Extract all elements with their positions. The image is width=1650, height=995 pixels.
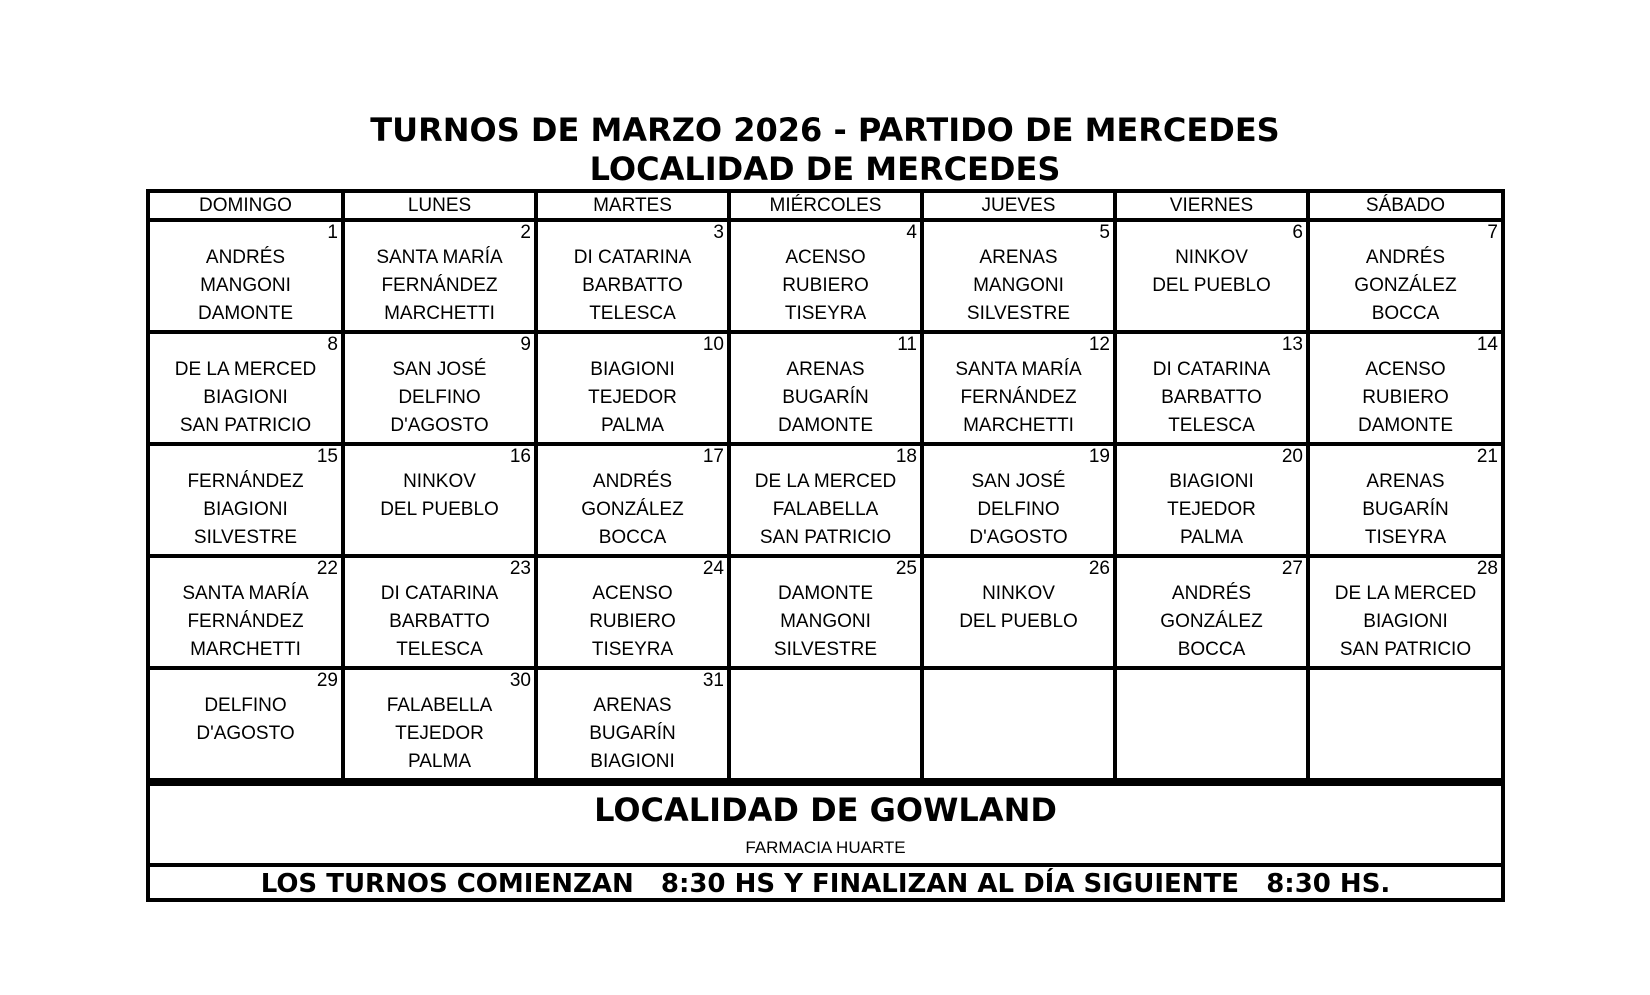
pharmacy-name: RUBIERO <box>782 275 869 296</box>
week-row <box>150 556 1501 668</box>
day-cell <box>729 220 922 332</box>
pharmacy-name: TEJEDOR <box>395 723 484 744</box>
pharmacy-name: SAN JOSÉ <box>971 471 1066 492</box>
week-row <box>150 444 1501 556</box>
day-number: 19 <box>1088 446 1110 467</box>
pharmacy-name: D'AGOSTO <box>196 723 295 744</box>
day-cell <box>922 556 1115 668</box>
pharmacy-name: MARCHETTI <box>384 303 495 324</box>
day-number: 30 <box>509 670 531 691</box>
pharmacy-name: TISEYRA <box>1364 527 1447 548</box>
schedule-sheet <box>146 189 1505 902</box>
pharmacy-name: SILVESTRE <box>193 527 298 548</box>
day-number: 14 <box>1476 334 1498 355</box>
day-cell <box>150 556 343 668</box>
pharmacy-name: TISEYRA <box>784 303 867 324</box>
day-number: 5 <box>1099 222 1110 243</box>
day-number: 4 <box>906 222 917 243</box>
day-number: 15 <box>316 446 338 467</box>
pharmacy-name: DELFINO <box>977 499 1060 520</box>
pharmacy-name: ACENSO <box>1365 359 1446 380</box>
day-number <box>924 670 1113 692</box>
pharmacy-name: TISEYRA <box>591 639 674 660</box>
day-cell <box>1308 556 1501 668</box>
page-subtitle: LOCALIDAD DE MERCEDES <box>589 150 1061 188</box>
pharmacy-name: MANGONI <box>200 275 291 296</box>
pharmacy-name: BIAGIONI <box>1169 471 1254 492</box>
day-cell <box>150 332 343 444</box>
empty-day-cell <box>922 668 1115 780</box>
weekday-header: LUNES <box>343 193 536 220</box>
weekday-header-row <box>150 193 1501 220</box>
day-number: 1 <box>327 222 338 243</box>
pharmacy-name: PALMA <box>407 751 471 772</box>
day-cell <box>1115 444 1308 556</box>
day-number: 2 <box>520 222 531 243</box>
day-number: 9 <box>520 334 531 355</box>
pharmacy-name: GONZÁLEZ <box>581 499 684 520</box>
day-cell <box>922 220 1115 332</box>
empty-day-cell <box>729 668 922 780</box>
day-number: 25 <box>895 558 917 579</box>
pharmacy-name: DI CATARINA <box>573 247 692 268</box>
pharmacy-name: RUBIERO <box>589 611 676 632</box>
pharmacy-name: D'AGOSTO <box>969 527 1068 548</box>
pharmacy-name: DEL PUEBLO <box>959 611 1078 632</box>
pharmacy-name: DE LA MERCED <box>754 471 897 492</box>
day-cell <box>536 556 729 668</box>
day-number <box>731 670 920 692</box>
day-cell <box>729 332 922 444</box>
pharmacy-name: BOCCA <box>1177 639 1246 660</box>
pharmacy-name: NINKOV <box>982 583 1055 604</box>
weekday-header: DOMINGO <box>150 193 343 220</box>
day-cell <box>343 332 536 444</box>
pharmacy-name: TEJEDOR <box>588 387 677 408</box>
day-number <box>1310 670 1501 692</box>
pharmacy-name: RUBIERO <box>1362 387 1449 408</box>
day-number: 28 <box>1476 558 1498 579</box>
pharmacy-name: BUGARÍN <box>1362 499 1449 520</box>
pharmacy-name: ACENSO <box>592 583 673 604</box>
weekday-header: MIÉRCOLES <box>729 193 922 220</box>
pharmacy-name: PALMA <box>1179 527 1243 548</box>
pharmacy-name: GONZÁLEZ <box>1160 611 1263 632</box>
day-cell <box>1115 332 1308 444</box>
week-row <box>150 668 1501 780</box>
pharmacy-name: BIAGIONI <box>590 751 675 772</box>
day-cell <box>536 220 729 332</box>
pharmacy-name: SAN PATRICIO <box>1339 639 1472 660</box>
pharmacy-name: PALMA <box>600 415 664 436</box>
pharmacy-name: FERNÁNDEZ <box>187 611 304 632</box>
pharmacy-name: ACENSO <box>785 247 866 268</box>
pharmacy-name: TELESCA <box>589 303 676 324</box>
pharmacy-name: FALABELLA <box>772 499 879 520</box>
day-number: 21 <box>1476 446 1498 467</box>
pharmacy-name: ANDRÉS <box>592 471 673 492</box>
pharmacy-name: DELFINO <box>204 695 287 716</box>
week-row <box>150 332 1501 444</box>
pharmacy-name: SAN PATRICIO <box>179 415 312 436</box>
day-cell <box>150 444 343 556</box>
pharmacy-name: TELESCA <box>396 639 483 660</box>
day-cell <box>536 332 729 444</box>
pharmacy-name: DEL PUEBLO <box>1152 275 1271 296</box>
pharmacy-name: DE LA MERCED <box>1334 583 1477 604</box>
day-cell <box>922 332 1115 444</box>
day-cell <box>343 668 536 780</box>
weekday-header: VIERNES <box>1115 193 1308 220</box>
day-number: 7 <box>1487 222 1498 243</box>
page-title: TURNOS DE MARZO 2026 - PARTIDO DE MERCEDES <box>370 111 1280 149</box>
calendar-table <box>150 193 1501 782</box>
gowland-section <box>150 782 1501 863</box>
pharmacy-name: DAMONTE <box>1358 415 1453 436</box>
weekday-header: MARTES <box>536 193 729 220</box>
day-number: 20 <box>1281 446 1303 467</box>
pharmacy-name: ANDRÉS <box>205 247 286 268</box>
pharmacy-name: BUGARÍN <box>589 723 676 744</box>
day-cell <box>729 444 922 556</box>
pharmacy-name: NINKOV <box>1175 247 1248 268</box>
pharmacy-name: SAN PATRICIO <box>759 527 892 548</box>
pharmacy-name: FALABELLA <box>386 695 493 716</box>
pharmacy-name: DE LA MERCED <box>174 359 317 380</box>
gowland-title: LOCALIDAD DE GOWLAND <box>594 791 1057 829</box>
pharmacy-name: FERNÁNDEZ <box>187 471 304 492</box>
pharmacy-name: DELFINO <box>398 387 481 408</box>
day-number: 12 <box>1088 334 1110 355</box>
pharmacy-name: SANTA MARÍA <box>182 583 309 604</box>
day-number: 10 <box>702 334 724 355</box>
day-number: 23 <box>509 558 531 579</box>
pharmacy-name: BIAGIONI <box>1363 611 1448 632</box>
pharmacy-name: BARBATTO <box>1161 387 1262 408</box>
day-number: 31 <box>702 670 724 691</box>
pharmacy-name: FERNÁNDEZ <box>381 275 498 296</box>
pharmacy-name: GONZÁLEZ <box>1354 275 1457 296</box>
day-cell <box>1115 556 1308 668</box>
pharmacy-name: D'AGOSTO <box>390 415 489 436</box>
weekday-header: SÁBADO <box>1308 193 1501 220</box>
day-number: 24 <box>702 558 724 579</box>
pharmacy-name: BOCCA <box>598 527 667 548</box>
pharmacy-name: BIAGIONI <box>203 387 288 408</box>
pharmacy-name: BARBATTO <box>389 611 490 632</box>
day-cell <box>536 668 729 780</box>
pharmacy-name: ARENAS <box>593 695 672 716</box>
day-number: 16 <box>509 446 531 467</box>
day-number: 11 <box>897 334 917 355</box>
day-cell <box>343 556 536 668</box>
shift-hours-note: LOS TURNOS COMIENZAN 8:30 HS Y FINALIZAN AL DÍA SIGUIENTE 8:30 HS. <box>150 863 1501 898</box>
day-number: 18 <box>895 446 917 467</box>
day-number: 17 <box>702 446 724 467</box>
day-cell <box>1308 220 1501 332</box>
day-number: 29 <box>316 670 338 691</box>
pharmacy-name: SILVESTRE <box>773 639 878 660</box>
pharmacy-name: FERNÁNDEZ <box>960 387 1077 408</box>
day-cell <box>536 444 729 556</box>
day-number: 27 <box>1281 558 1303 579</box>
pharmacy-name: BARBATTO <box>582 275 683 296</box>
day-number: 6 <box>1292 222 1303 243</box>
empty-day-cell <box>1308 668 1501 780</box>
day-cell <box>150 668 343 780</box>
pharmacy-name: BIAGIONI <box>590 359 675 380</box>
pharmacy-name: DAMONTE <box>778 583 873 604</box>
day-number: 3 <box>713 222 724 243</box>
week-row <box>150 220 1501 332</box>
pharmacy-name: BOCCA <box>1371 303 1440 324</box>
pharmacy-name: MARCHETTI <box>963 415 1074 436</box>
day-number: 13 <box>1281 334 1303 355</box>
day-cell <box>1115 220 1308 332</box>
day-cell <box>1308 332 1501 444</box>
pharmacy-name: SANTA MARÍA <box>955 359 1082 380</box>
pharmacy-name: TELESCA <box>1168 415 1255 436</box>
pharmacy-name: DI CATARINA <box>380 583 499 604</box>
pharmacy-name: ARENAS <box>1366 471 1445 492</box>
empty-day-cell <box>1115 668 1308 780</box>
day-number: 22 <box>316 558 338 579</box>
pharmacy-name: DAMONTE <box>778 415 873 436</box>
pharmacy-name: ANDRÉS <box>1171 583 1252 604</box>
pharmacy-name: ARENAS <box>786 359 865 380</box>
pharmacy-name: DI CATARINA <box>1152 359 1271 380</box>
pharmacy-name: SAN JOSÉ <box>392 359 487 380</box>
pharmacy-name: TEJEDOR <box>1167 499 1256 520</box>
pharmacy-name: ARENAS <box>979 247 1058 268</box>
day-cell <box>1308 444 1501 556</box>
day-number <box>1117 670 1306 692</box>
day-cell <box>729 556 922 668</box>
pharmacy-name: BUGARÍN <box>782 387 869 408</box>
day-cell <box>922 444 1115 556</box>
pharmacy-name: BIAGIONI <box>203 499 288 520</box>
pharmacy-name: DAMONTE <box>198 303 293 324</box>
day-number: 26 <box>1088 558 1110 579</box>
pharmacy-name: SILVESTRE <box>966 303 1071 324</box>
day-cell <box>343 444 536 556</box>
pharmacy-name: MANGONI <box>780 611 871 632</box>
gowland-pharmacy: FARMACIA HUARTE <box>745 838 906 857</box>
pharmacy-name: ANDRÉS <box>1365 247 1446 268</box>
pharmacy-name: MARCHETTI <box>190 639 301 660</box>
day-number: 8 <box>327 334 338 355</box>
pharmacy-name: MANGONI <box>973 275 1064 296</box>
pharmacy-name: NINKOV <box>403 471 476 492</box>
weekday-header: JUEVES <box>922 193 1115 220</box>
calendar-body <box>150 220 1501 780</box>
pharmacy-name: SANTA MARÍA <box>376 247 503 268</box>
day-cell <box>343 220 536 332</box>
pharmacy-name: DEL PUEBLO <box>380 499 499 520</box>
day-cell <box>150 220 343 332</box>
